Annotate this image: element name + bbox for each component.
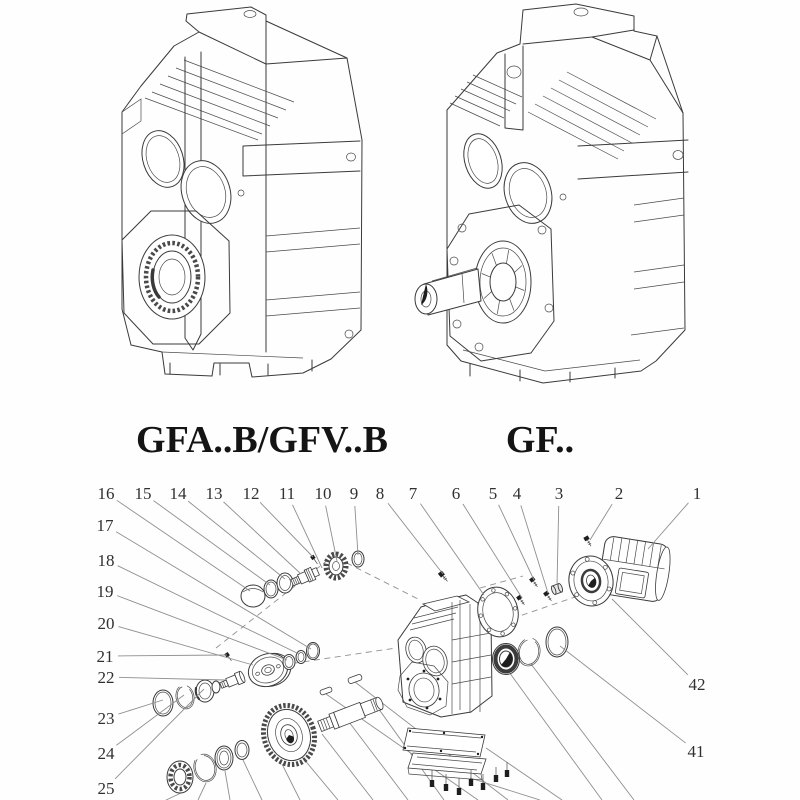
callout-10: 10 bbox=[314, 484, 332, 503]
gear-housing bbox=[398, 571, 492, 717]
callout-7: 7 bbox=[408, 484, 418, 503]
snap-ring bbox=[516, 636, 543, 667]
leader-line-42 bbox=[612, 599, 688, 675]
leader-line-20 bbox=[118, 627, 253, 665]
callout-8: 8 bbox=[375, 484, 385, 503]
callout-6: 6 bbox=[451, 484, 461, 503]
callout-11: 11 bbox=[278, 484, 296, 503]
input-pinion-shaft bbox=[290, 565, 321, 588]
ball-bearing bbox=[167, 761, 193, 793]
roller-bearing bbox=[493, 644, 520, 675]
callout-23: 23 bbox=[97, 709, 115, 728]
shim-ring bbox=[307, 643, 320, 660]
leader-line-8 bbox=[388, 503, 443, 574]
shim-ring-41 bbox=[546, 627, 568, 657]
exploded-view bbox=[97, 484, 706, 800]
terminal-box bbox=[615, 568, 649, 598]
left-model-label: GFA..B/GFV..B bbox=[136, 419, 388, 461]
callout-17: 17 bbox=[96, 516, 114, 535]
leader-line-16 bbox=[117, 500, 250, 591]
callout-16: 16 bbox=[97, 484, 115, 503]
leader-line-2 bbox=[590, 504, 612, 540]
callout-9: 9 bbox=[349, 484, 359, 503]
callout-21: 21 bbox=[96, 647, 114, 666]
callout-19: 19 bbox=[96, 582, 114, 601]
callout-18: 18 bbox=[97, 551, 115, 570]
leader-line-21 bbox=[118, 655, 227, 656]
callout-20: 20 bbox=[97, 614, 115, 633]
leader-line-18 bbox=[118, 566, 299, 654]
leader-line-41 bbox=[560, 646, 686, 743]
leader-line-12 bbox=[260, 502, 313, 557]
leader-line-22 bbox=[119, 677, 225, 680]
output-gear bbox=[256, 699, 322, 772]
callout-41: 41 bbox=[687, 742, 705, 761]
leader-line-3 bbox=[557, 506, 559, 585]
key bbox=[320, 687, 333, 696]
callout-5: 5 bbox=[488, 484, 498, 503]
callout-2: 2 bbox=[614, 484, 624, 503]
callout-12: 12 bbox=[242, 484, 260, 503]
leader-line-13 bbox=[224, 502, 301, 574]
leader-line-1 bbox=[648, 503, 688, 549]
key bbox=[347, 674, 362, 684]
seal-ring bbox=[153, 690, 173, 716]
leader-line-6 bbox=[463, 504, 522, 598]
callout-3: 3 bbox=[554, 484, 564, 503]
leader-line-15 bbox=[154, 501, 270, 585]
leader-line-11 bbox=[292, 505, 322, 568]
spacer bbox=[212, 681, 220, 693]
callout-25: 25 bbox=[97, 779, 115, 798]
callout-14: 14 bbox=[169, 484, 187, 503]
snap-ring bbox=[174, 683, 197, 710]
second-stage-gear bbox=[244, 647, 296, 693]
callout-1: 1 bbox=[692, 484, 702, 503]
leader-line-7 bbox=[420, 504, 484, 595]
oil-seal bbox=[215, 746, 233, 770]
callout-42: 42 bbox=[688, 675, 706, 694]
motor bbox=[565, 535, 673, 609]
output-bearing bbox=[139, 235, 205, 319]
gearbox-drawing-left bbox=[122, 7, 362, 377]
callout-22: 22 bbox=[97, 668, 115, 687]
front-bearing bbox=[475, 241, 531, 323]
right-model-label: GF.. bbox=[505, 419, 575, 461]
second-pinion-shaft bbox=[219, 671, 246, 691]
callout-13: 13 bbox=[205, 484, 223, 503]
vent-screw bbox=[438, 571, 450, 583]
callout-15: 15 bbox=[134, 484, 152, 503]
leader-line-9 bbox=[355, 506, 358, 555]
callout-4: 4 bbox=[512, 484, 522, 503]
input-stage-parts bbox=[241, 551, 364, 607]
callout-24: 24 bbox=[97, 744, 115, 763]
leader-line-24 bbox=[116, 695, 184, 745]
gearbox-drawing-right bbox=[415, 4, 688, 383]
